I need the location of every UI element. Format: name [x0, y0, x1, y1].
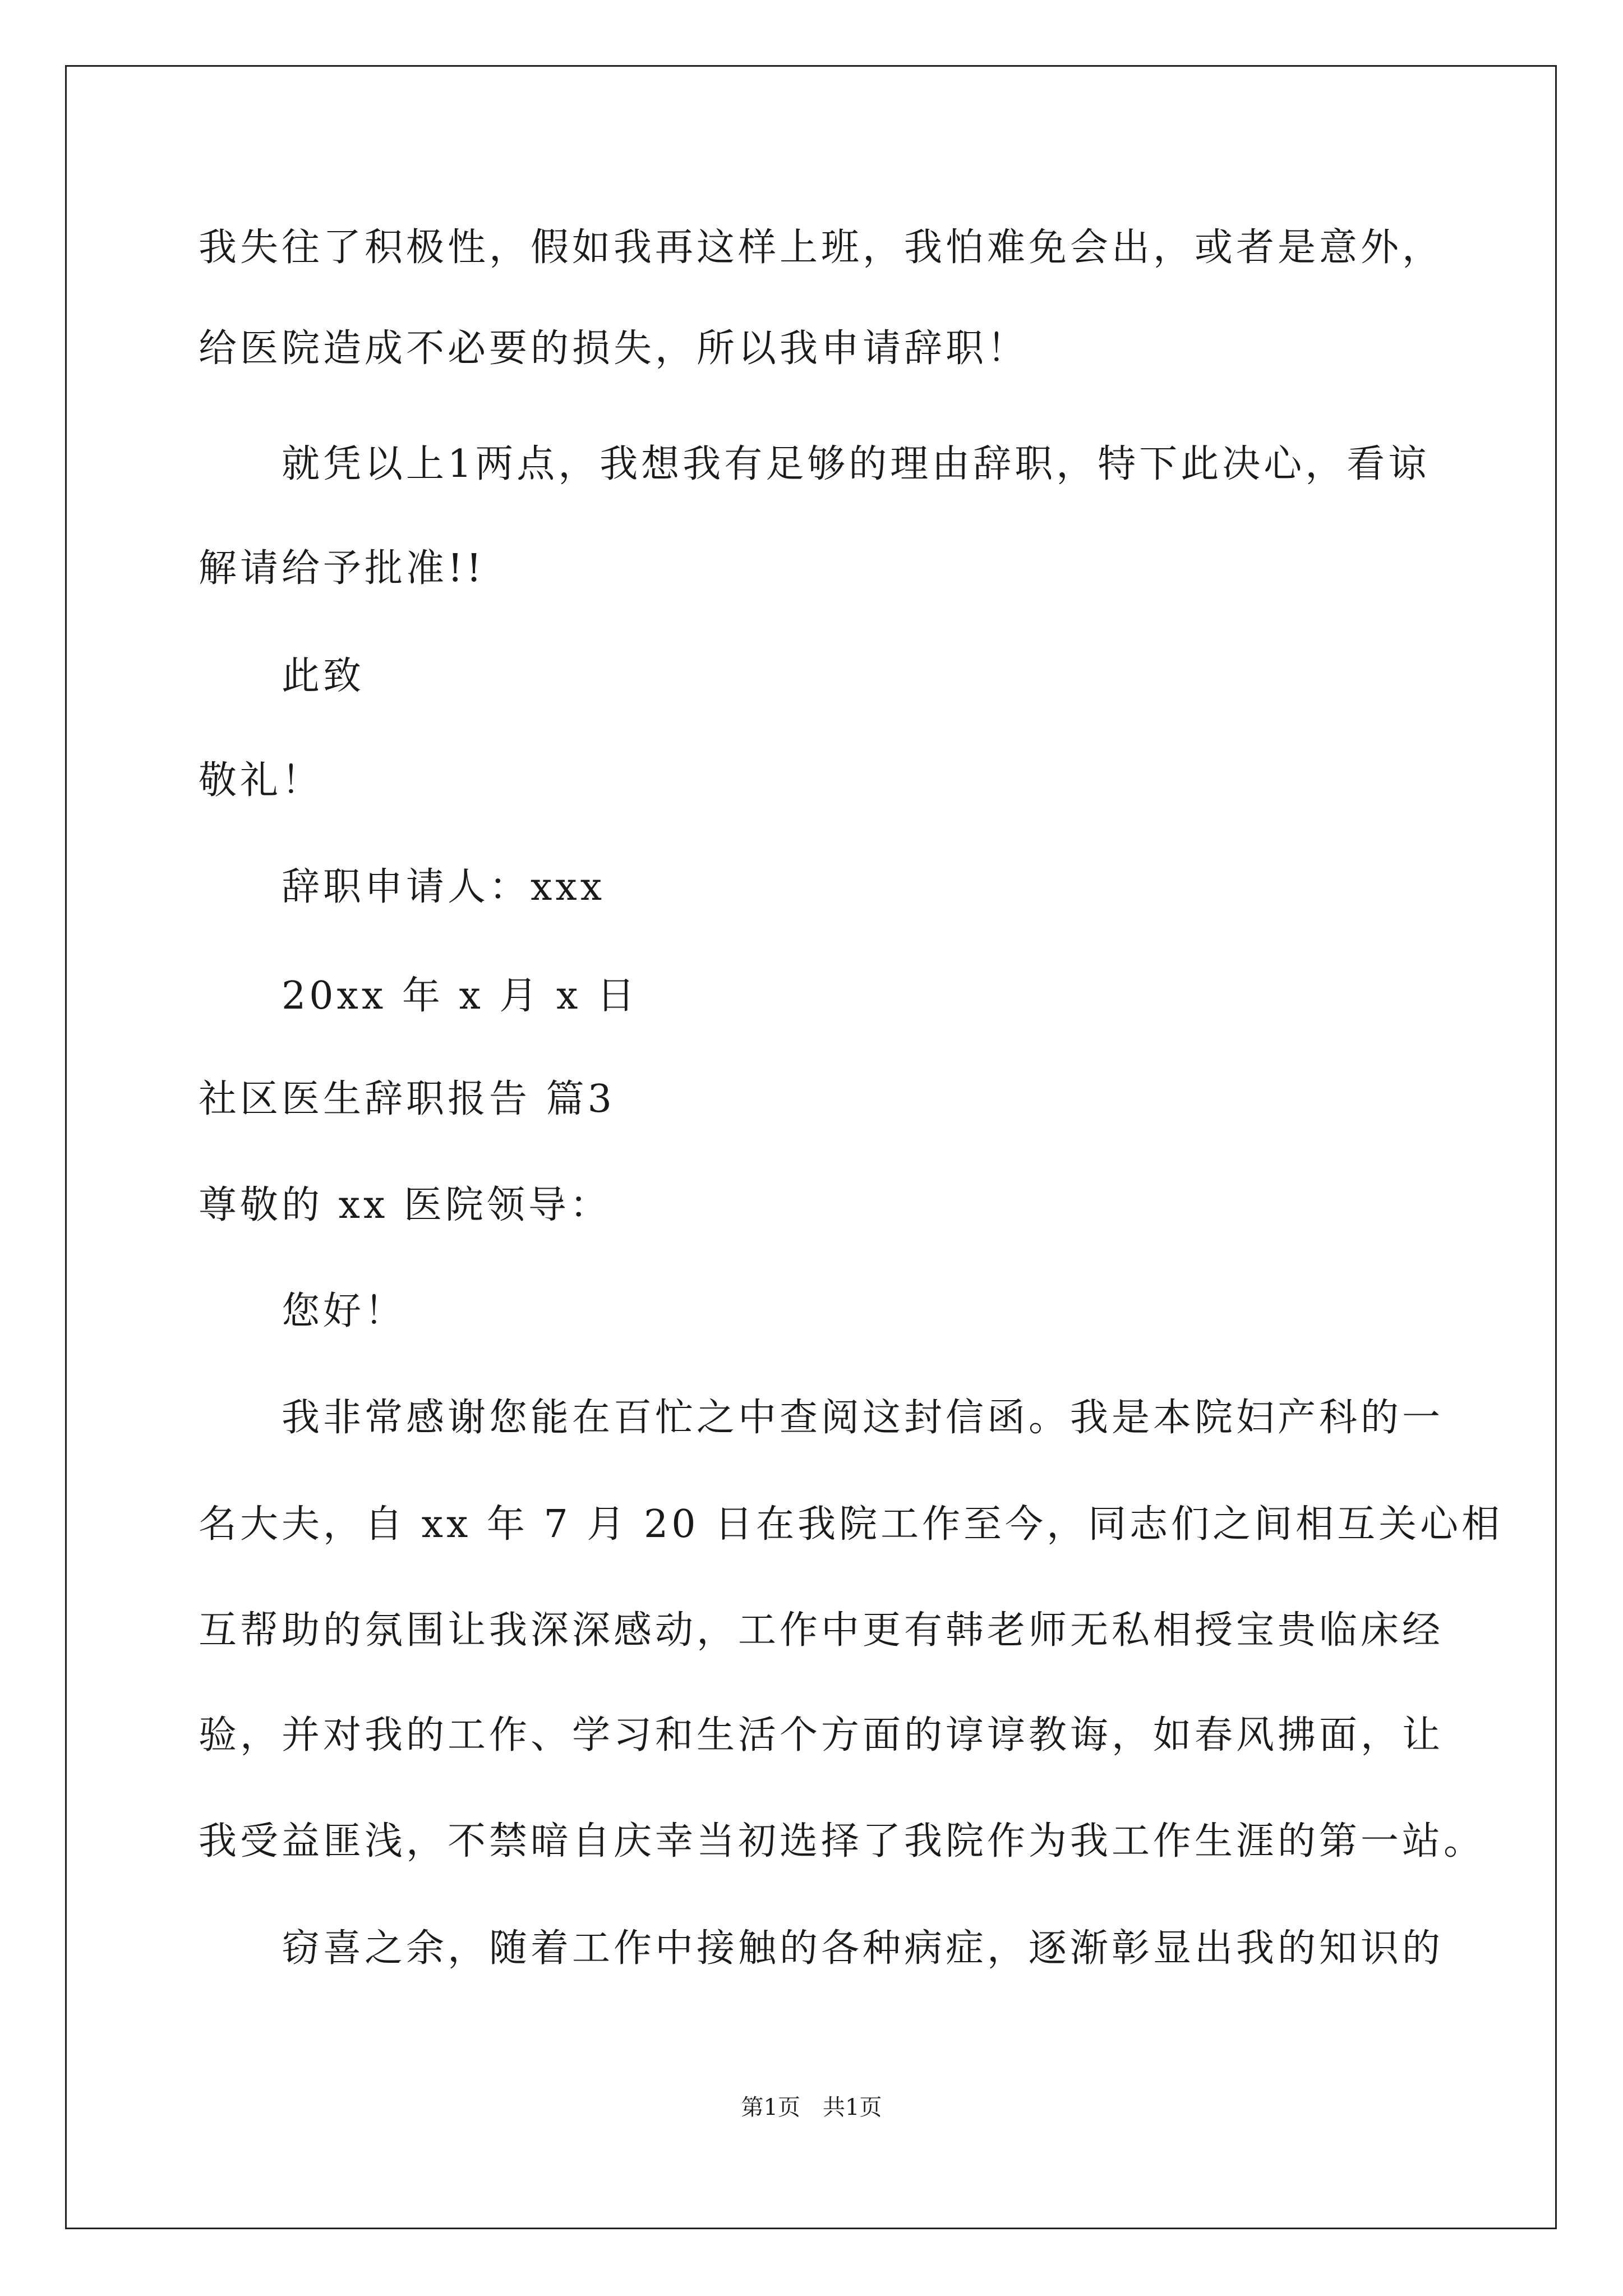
body-line: 我受益匪浅，不禁暗自庆幸当初选择了我院作为我工作生涯的第一站。: [199, 1819, 1486, 1864]
date-line: 20xx 年 x 月 x 日: [282, 974, 639, 1018]
closing-salutation: 此致: [282, 654, 365, 698]
body-line: 就凭以上1两点，我想我有足够的理由辞职，特下此决心，看谅: [282, 442, 1430, 486]
closing-regards: 敬礼！: [199, 758, 324, 803]
body-line: 我失往了积极性，假如我再这样上班，我怕难免会出，或者是意外，: [199, 226, 1444, 270]
section-heading: 社区医生辞职报告 篇3: [199, 1077, 615, 1121]
page-border: [65, 65, 1557, 2229]
greeting: 您好！: [282, 1289, 407, 1333]
body-line: 验，并对我的工作、学习和生活个方面的谆谆教诲，如春风拂面，让: [199, 1713, 1444, 1757]
body-line: 名大夫，自 xx 年 7 月 20 日在我院工作至今，同志们之间相互关心相: [199, 1502, 1504, 1547]
body-line: 窃喜之余，随着工作中接触的各种病症，逐渐彰显出我的知识的: [282, 1926, 1444, 1971]
body-line: 互帮助的氛围让我深深感动，工作中更有韩老师无私相授宝贵临床经: [199, 1608, 1444, 1653]
body-line: 给医院造成不必要的损失，所以我申请辞职！: [199, 326, 1029, 371]
body-line: 解请给予批准!!: [199, 546, 485, 591]
signature-line: 辞职申请人：xxx: [282, 865, 606, 909]
salutation: 尊敬的 xx 医院领导：: [199, 1183, 611, 1227]
body-line: 我非常感谢您能在百忙之中查阅这封信函。我是本院妇产科的一: [282, 1396, 1444, 1440]
page-number: 第1页 共1页: [741, 2095, 882, 2120]
